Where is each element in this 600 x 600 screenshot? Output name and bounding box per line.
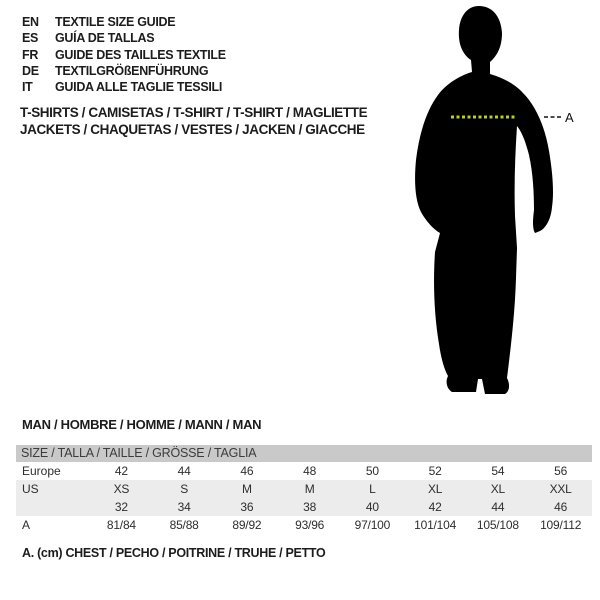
size-cell: 101/104: [414, 518, 457, 532]
product-category-line: JACKETS / CHAQUETAS / VESTES / JACKEN / GIACCHE: [20, 122, 365, 137]
size-cell: XL: [427, 482, 443, 496]
size-cell: 97/100: [354, 518, 391, 532]
size-cell: 46: [554, 500, 568, 514]
size-cell: 44: [491, 500, 505, 514]
size-cell: 40: [365, 500, 379, 514]
size-cell: 42: [114, 464, 128, 478]
language-title: TEXTILE SIZE GUIDE: [55, 15, 176, 29]
language-row: [22, 14, 226, 30]
language-code: DE: [22, 63, 39, 78]
size-cell: M: [241, 482, 252, 496]
size-table-row: [16, 516, 592, 534]
man-silhouette-svg: [405, 2, 580, 398]
language-row: [22, 63, 226, 79]
size-cell: 93/96: [295, 518, 325, 532]
language-code: ES: [22, 31, 39, 46]
size-cell: 44: [177, 464, 191, 478]
size-cell: S: [180, 482, 189, 496]
size-cell: 56: [554, 464, 568, 478]
man-silhouette-shape: [415, 6, 553, 394]
language-list: [22, 14, 226, 95]
size-cell: 85/88: [169, 518, 199, 532]
size-cell: XL: [490, 482, 506, 496]
size-cell: 46: [240, 464, 254, 478]
language-title: GUÍA DE TALLAS: [55, 31, 155, 46]
chest-marker-label: A: [565, 110, 574, 125]
size-table-row: [16, 480, 592, 498]
size-cell: 109/112: [540, 518, 582, 532]
size-table-row: [16, 462, 592, 480]
language-code: IT: [22, 80, 33, 95]
language-title: GUIDA ALLE TAGLIE TESSILI: [55, 80, 223, 95]
size-row-label: US: [22, 482, 39, 496]
size-table: [16, 445, 592, 534]
size-cell: M: [304, 482, 315, 496]
language-code: FR: [22, 47, 39, 62]
size-row-label: A: [22, 518, 31, 532]
product-categories: [20, 104, 367, 138]
size-cell: 81/84: [106, 518, 136, 532]
language-row: [22, 79, 226, 95]
size-table-header: SIZE / TALLA / TAILLE / GRÖSSE / TAGLIA: [16, 445, 592, 462]
size-cell: 36: [240, 500, 254, 514]
man-silhouette-figure: [405, 2, 580, 398]
language-row: [22, 30, 226, 46]
measurement-footnote: A. (cm) CHEST / PECHO / POITRINE / TRUHE / PETTO: [22, 546, 326, 560]
product-category-line: T-SHIRTS / CAMISETAS / T-SHIRT / T-SHIRT / MAGLIETTE: [20, 105, 368, 120]
language-title: GUIDE DES TAILLES TEXTILE: [55, 47, 226, 62]
size-cell: XXL: [549, 482, 572, 496]
size-cell: 34: [177, 500, 191, 514]
size-cell: 48: [303, 464, 317, 478]
size-cell: 50: [365, 464, 379, 478]
size-table-body: [16, 462, 592, 534]
language-code: EN: [22, 15, 39, 29]
size-cell: L: [369, 482, 376, 496]
size-cell: 32: [114, 500, 128, 514]
size-table-row: [16, 498, 592, 516]
size-cell: 52: [428, 464, 442, 478]
size-cell: 105/108: [476, 518, 519, 532]
language-title: TEXTILGRÖßENFÜHRUNG: [55, 63, 209, 78]
section-title-man: MAN / HOMBRE / HOMME / MANN / MAN: [22, 417, 262, 432]
size-cell: 54: [491, 464, 505, 478]
size-row-label: Europe: [22, 464, 61, 478]
size-cell: 42: [428, 500, 442, 514]
size-cell: 38: [303, 500, 317, 514]
language-row: [22, 47, 226, 63]
size-cell: 89/92: [232, 518, 262, 532]
size-cell: XS: [113, 482, 130, 496]
